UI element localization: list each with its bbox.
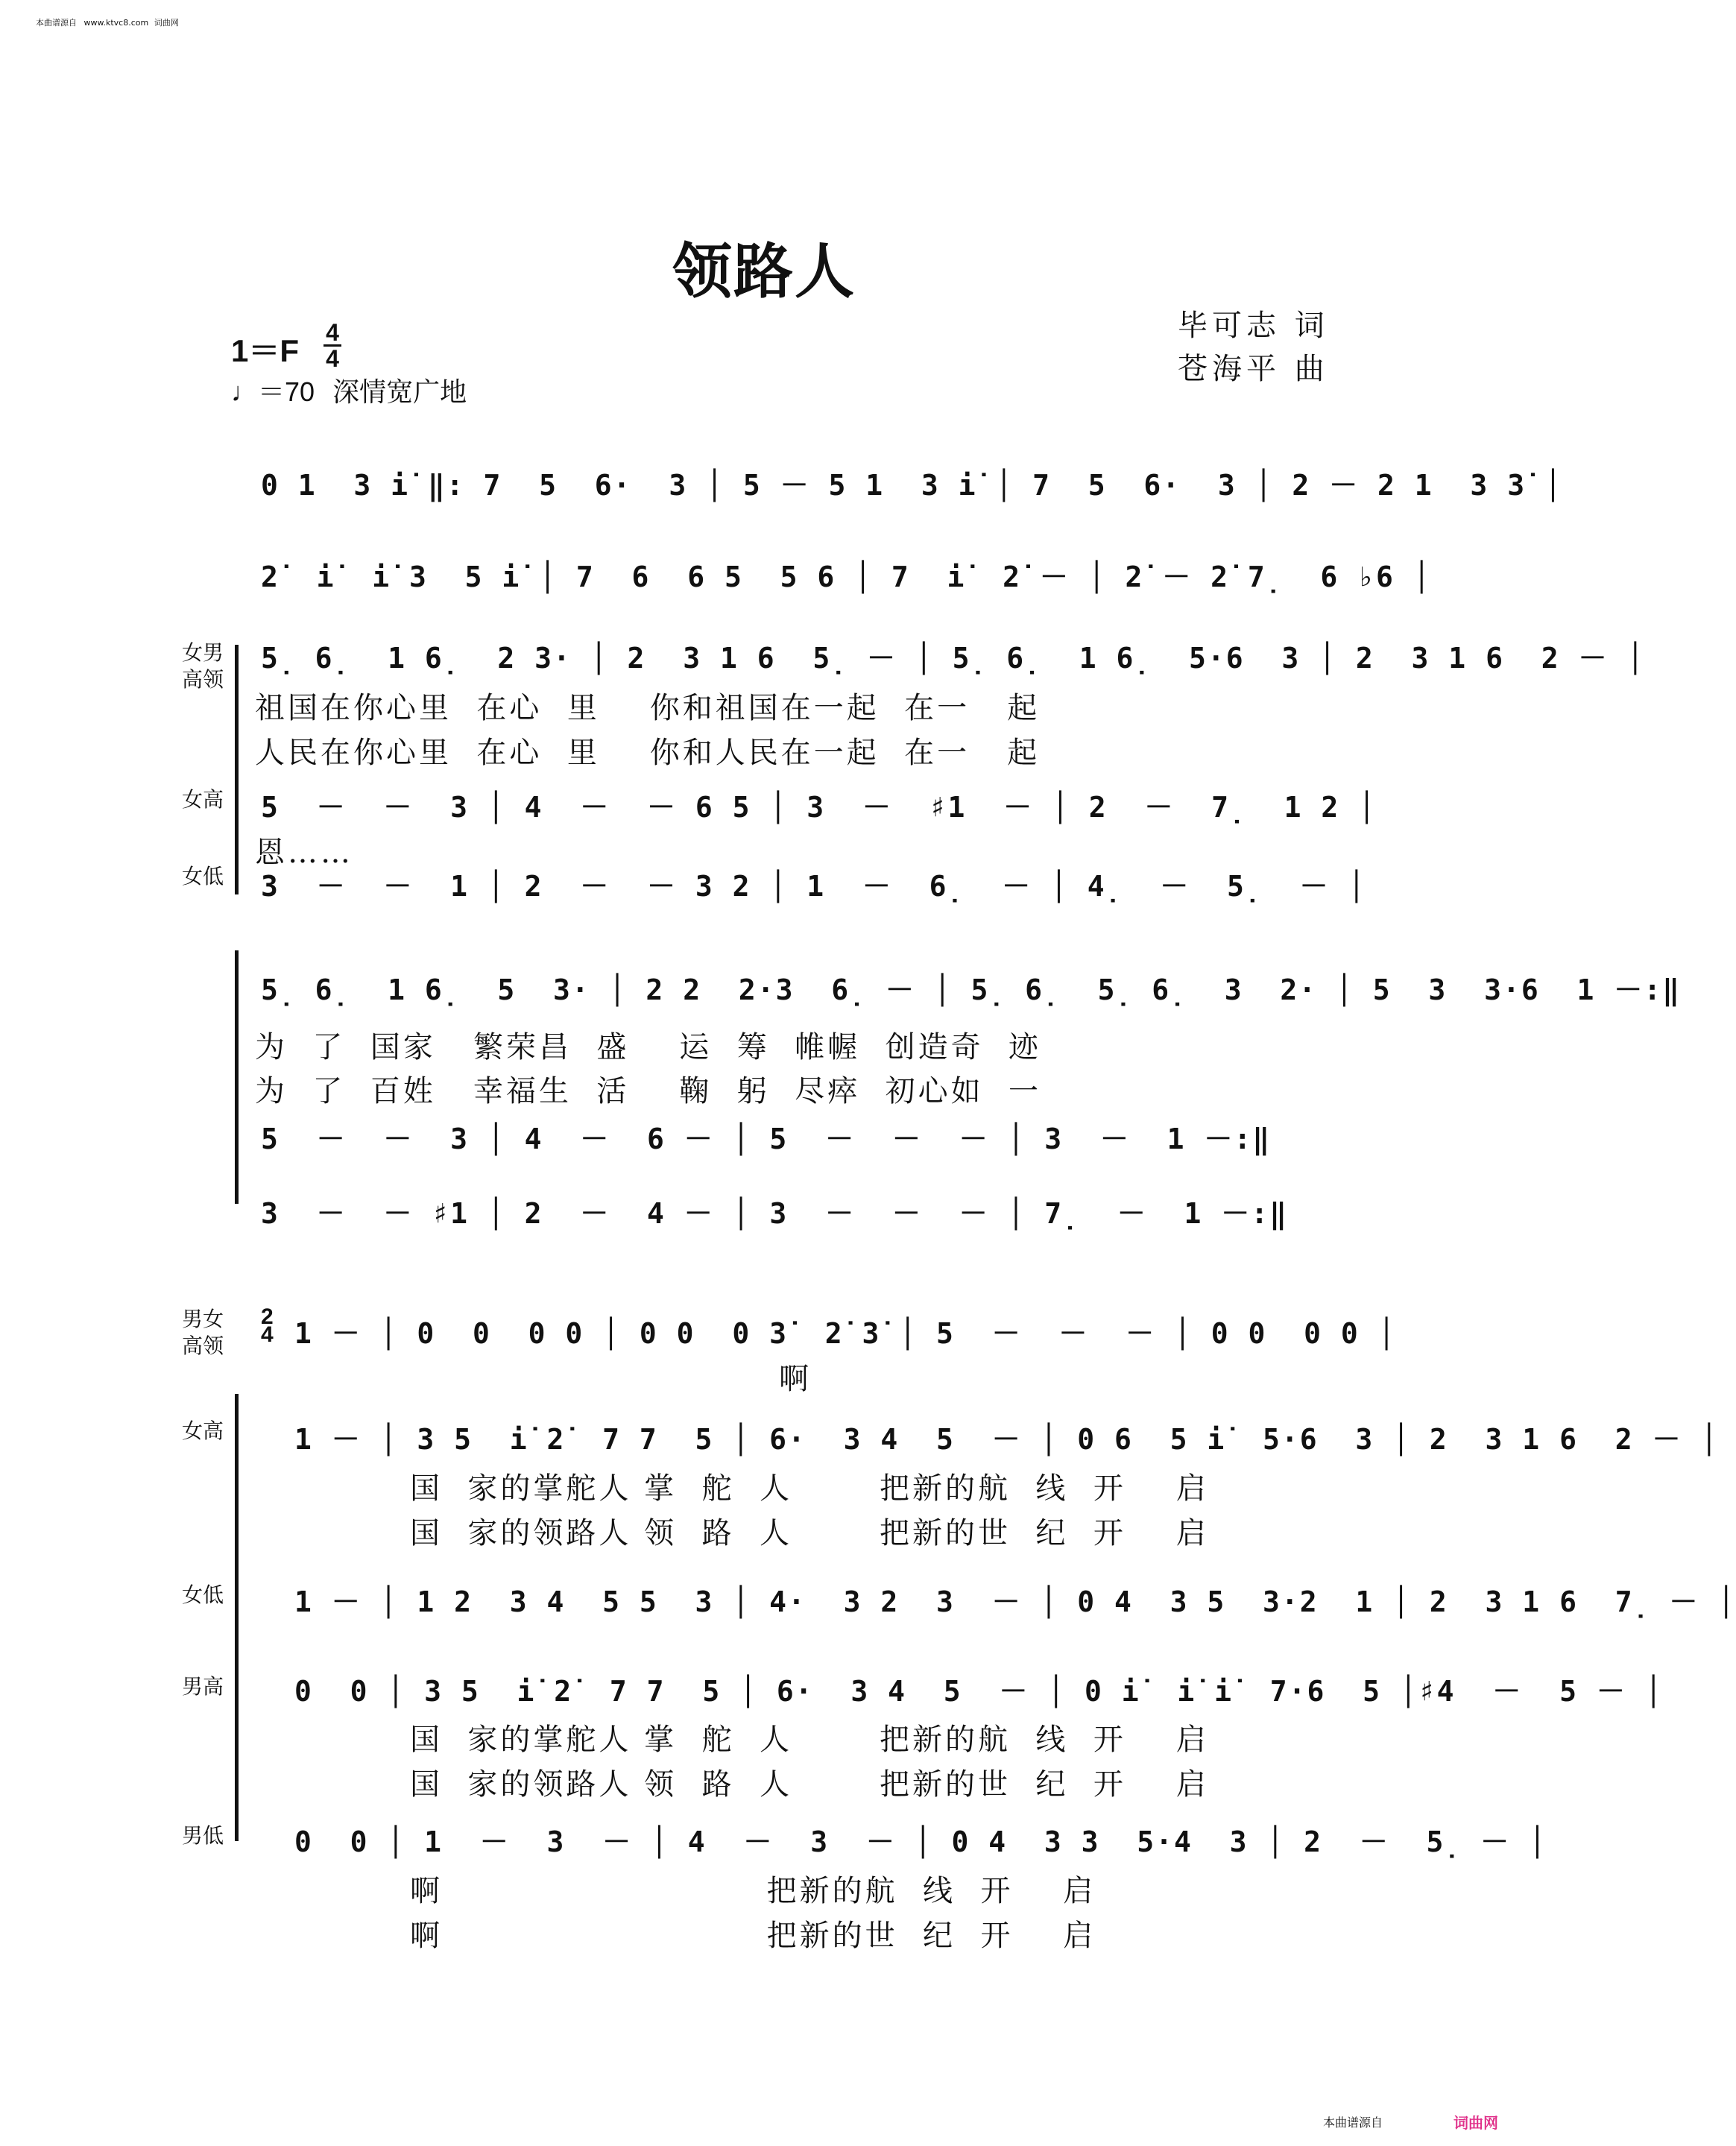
time-signature-bottom: 4 bbox=[326, 345, 339, 372]
system-3-leads: 1 － │ 0 0 0 0 │ 0 0 0 3̇ 2̇ 3̇ │ 5 － － － │ 0 0 0 0 │ bbox=[294, 1317, 1397, 1350]
right-edge-watermark bbox=[1519, 30, 1527, 2116]
system-2-soprano: 5 － － 3 │ 4 － 6 － │ 5 － － － │ 3 － 1 －:‖ bbox=[261, 1123, 1272, 1155]
voice-label-tenor: 男高 bbox=[181, 1674, 224, 1699]
intro-line-2: 2̇ i̇ i̇ 3 5 i̇ │ 7 6 6 5 5 6 │ 7 i̇ 2̇ － │ 2̇ － 2̇ 7̣ 6 ♭6 │ bbox=[261, 561, 1432, 593]
system-2-brace bbox=[235, 950, 247, 1204]
composer-credit: 苍海平 曲 bbox=[1178, 352, 1329, 386]
system-1-brace bbox=[235, 645, 247, 894]
voice-label-soprano: 女高 bbox=[181, 787, 224, 812]
voice-label-s3-soprano: 女高 bbox=[181, 1418, 224, 1443]
score-title: 领路人 bbox=[672, 236, 856, 306]
voice-label-bass: 男低 bbox=[181, 1823, 224, 1848]
header-site-name: 词曲网 bbox=[154, 18, 179, 28]
system-3-bass-lyric-1: 啊 把新的航 线 开 启 bbox=[410, 1874, 1096, 1908]
lyricist-credit: 毕可志 词 bbox=[1178, 309, 1329, 343]
system-1-hum-text: 恩…… bbox=[255, 836, 353, 870]
footer-site-link[interactable]: 词曲网 bbox=[1453, 2114, 1498, 2132]
system-3-brace bbox=[235, 1394, 247, 1841]
system-3-tenor-lyric-2: 国 家的领路人 领 路 人 把新的世 纪 开 启 bbox=[410, 1767, 1209, 1802]
header-site-link[interactable]: www.ktvc8.com bbox=[83, 18, 149, 28]
system-3-alto: 1 － │ 1 2 3 4 5 5 3 │ 4· 3 2 3 － │ 0 4 3 5 3·2 1 │ 2 3 1 6 7̣ － │ bbox=[294, 1585, 1736, 1618]
intro-line-1: 0 1 3 i̇ ‖: 7 5 6· 3 │ 5 － 5 1 3 i̇ │ 7 5 6· 3 │ 2 － 2 1 3 3̇ │ bbox=[261, 469, 1563, 502]
time-signature bbox=[323, 319, 341, 372]
system-3-tenor: 0 0 │ 3 5 i̇ 2̇ 7 7 5 │ 6· 3 4 5 － │ 0 i̇ i̇ i̇ 7·6 5 │♯4 － 5 － │ bbox=[294, 1675, 1664, 1708]
footer-source-label: 本曲谱源自 bbox=[1323, 2115, 1383, 2130]
system-2-lyric-verse-2: 为 了 百姓 幸福生 活 鞠 躬 尽瘁 初心如 一 bbox=[255, 1074, 1042, 1108]
expression-text: 深情宽广地 bbox=[332, 376, 467, 407]
ts24-top: 2 bbox=[261, 1304, 274, 1329]
tempo-value: ♩＝70 bbox=[231, 376, 315, 407]
key-signature: 1＝F bbox=[231, 333, 300, 368]
system-2-melody: 5̣ 6̣ 1 6̣ 5 3· │ 2 2 2·3 6̣ － │ 5̣ 6̣ 5̣ 6̣ 3 2· │ 5 3 3·6 1 －:‖ bbox=[261, 973, 1681, 1006]
system-3-soprano-lyric-2: 国 家的领路人 领 路 人 把新的世 纪 开 启 bbox=[410, 1516, 1209, 1550]
ts24-bottom: 4 bbox=[261, 1322, 274, 1347]
tempo-marking bbox=[231, 371, 467, 409]
system-3-bass-lyric-2: 啊 把新的世 纪 开 启 bbox=[410, 1919, 1096, 1953]
system-2-alto: 3 － － ♯1 │ 2 － 4 － │ 3 － － － │ 7̣ － 1 －:‖ bbox=[261, 1197, 1288, 1230]
system-2-lyric-verse-1: 为 了 国家 繁荣昌 盛 运 筹 帷幄 创造奇 迹 bbox=[255, 1030, 1042, 1064]
system-3-leads-lyric: 啊 bbox=[779, 1362, 812, 1396]
system-1-lyric-verse-1: 祖国在你心里 在心 里 你和祖国在一起 在一 起 bbox=[255, 691, 1041, 725]
time-signature-2-4 bbox=[261, 1304, 274, 1347]
voice-label-leads: 女男 高领 bbox=[181, 640, 224, 692]
system-3-soprano-lyric-1: 国 家的掌舵人 掌 舵 人 把新的航 线 开 启 bbox=[410, 1471, 1209, 1506]
system-3-bass: 0 0 │ 1 － 3 － │ 4 － 3 － │ 0 4 3 3 5·4 3 │ 2 － 5̣ － │ bbox=[294, 1825, 1547, 1858]
system-1-lyric-verse-2: 人民在你心里 在心 里 你和人民在一起 在一 起 bbox=[255, 736, 1041, 770]
voice-label-alto: 女低 bbox=[181, 864, 224, 889]
header-source bbox=[36, 16, 179, 28]
system-1-melody: 5̣ 6̣ 1 6̣ 2 3· │ 2 3 1 6 5̣ － │ 5̣ 6̣ 1 6̣ 5·6 3 │ 2 3 1 6 2 － │ bbox=[261, 642, 1646, 675]
system-1-alto: 3 － － 1 │ 2 － － 3 2 │ 1 － 6̣ － │ 4̣ － 5̣ － │ bbox=[261, 870, 1367, 903]
system-3-tenor-lyric-1: 国 家的掌舵人 掌 舵 人 把新的航 线 开 启 bbox=[410, 1723, 1209, 1757]
voice-label-mixed-leads: 男女 高领 bbox=[181, 1307, 224, 1358]
time-signature-top: 4 bbox=[326, 319, 339, 346]
system-1-soprano: 5 － － 3 │ 4 － － 6 5 │ 3 － ♯1 － │ 2 － 7̣ 1 2 │ bbox=[261, 791, 1377, 824]
system-3-soprano: 1 － │ 3 5 i̇ 2̇ 7 7 5 │ 6· 3 4 5 － │ 0 6 5 i̇ 5·6 3 │ 2 3 1 6 2 － │ bbox=[294, 1423, 1720, 1456]
voice-label-s3-alto: 女低 bbox=[181, 1582, 224, 1607]
header-source-label: 本曲谱源自 bbox=[36, 18, 77, 28]
left-edge-watermark bbox=[1, 30, 9, 2116]
